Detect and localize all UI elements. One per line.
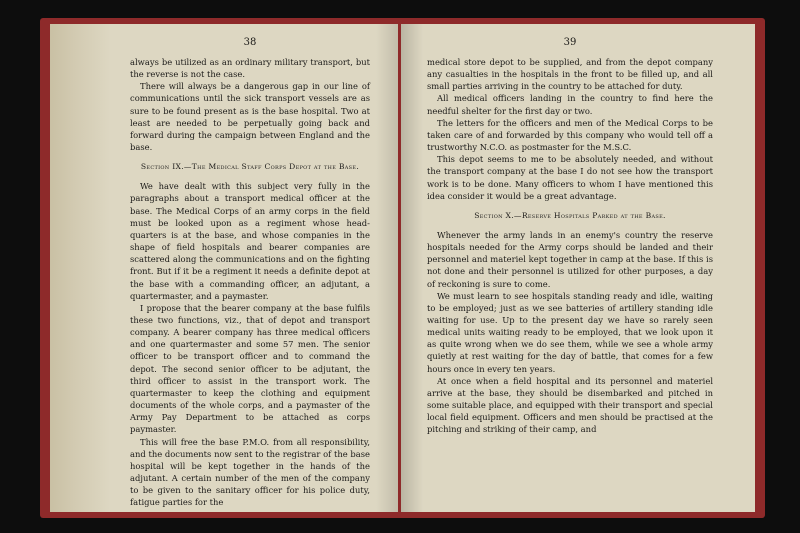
section-heading: Section X.—Reserve Hospitals Parked at the Base.: [474, 210, 666, 220]
page-number-left: 38: [243, 37, 257, 48]
page-number-right: 39: [563, 37, 577, 48]
paragraph: This will free the base P.M.O. from all responsibility, and the documents now sent to the registrar of the base hospital will be kept together in the hands of the adjutant. A certain number of the men of the company to be given to the sanitary officer for his police duty, fatigue parties for the: [130, 436, 370, 508]
right-page: [401, 24, 755, 512]
paragraph: I propose that the bearer company at the base fulfils these two functions, viz., that of depot and transport company. A bearer company has three medical officers and one quartermaster and some 57 men. The senior officer to be transport officer and to command the depot. The second senior officer to be adjutant, the third officer to assist in the transport work. The quartermaster to keep the clothing and equipment documents of the whole corps, and a paymaster of the Army Pay Department to be attached as corps paymaster.: [130, 302, 370, 435]
paragraph: Whenever the army lands in an enemy's country the reserve hospitals needed for the Army corps should be landed and their personnel and materiel kept together in camp at the base. If this is not done and their personnel is utilized for other purposes, a day of reckoning is sure to come.: [427, 229, 713, 289]
paragraph: always be utilized as an ordinary military transport, but the reverse is not the case.: [130, 57, 370, 80]
paragraph: The letters for the officers and men of the Medical Corps to be taken care of and forwarded by this company who would tell off a trustworthy N.C.O. as postmaster for the M.S.C.: [427, 117, 713, 153]
left-page-content: [130, 36, 370, 508]
paragraph: This depot seems to me to be absolutely needed, and without the transport company at the base I do not see how the transport work is to be done. Many officers to whom I have mentioned this idea consider it would be a great advantage.: [427, 154, 713, 201]
paragraph: medical store depot to be supplied, and from the depot company any casualties in the hospitals in the front to be filled up, and all small parties arriving in the country to be attached for duty.: [427, 57, 713, 92]
paragraph: We have dealt with this subject very fully in the paragraphs about a transport medical officer at the base. The Medical Corps of an army corps in the field must be looked upon as a regiment whose head-quarters is at the base, and whose companies in the shape of field hospitals and bearer companies are scattered along the communications and on the fighting front. But if it be a regiment it needs a definite depot at the base with a commanding officer, an adjutant, a quartermaster, and a paymaster.: [130, 181, 370, 301]
paragraph: At once when a field hospital and its personnel and materiel arrive at the base, they should be disembarked and pitched in some suitable place, and equipped with their transport and special local field equipment. Officers and men should be practised at the pitching and striking of their camp, and: [427, 375, 713, 435]
section-heading: Section IX.—The Medical Staff Corps Depot at the Base.: [140, 162, 360, 172]
book-spread: [40, 18, 765, 518]
paragraph: There will always be a dangerous gap in our line of communications until the sick transport vessels are as sure to be found present as is the base hospital. Two at least are needed to be perpetually going back and forward during the campaign between England and the base.: [130, 81, 370, 153]
paragraph: We must learn to see hospitals standing ready and idle, waiting to be employed; just as we see batteries of artillery standing idle waiting for use. Up to the present day we have so rarely seen medical units waiting ready to be employed, that we look upon it as quite wrong when we do see them, while we see a whole army quietly at rest waiting for the day of battle, that comes for a few hours once in every ten years.: [427, 290, 713, 374]
right-page-content: [427, 36, 713, 436]
paragraph: All medical officers landing in the country to find here the needful shelter for the first day or two.: [427, 93, 713, 116]
left-page: [50, 24, 398, 512]
